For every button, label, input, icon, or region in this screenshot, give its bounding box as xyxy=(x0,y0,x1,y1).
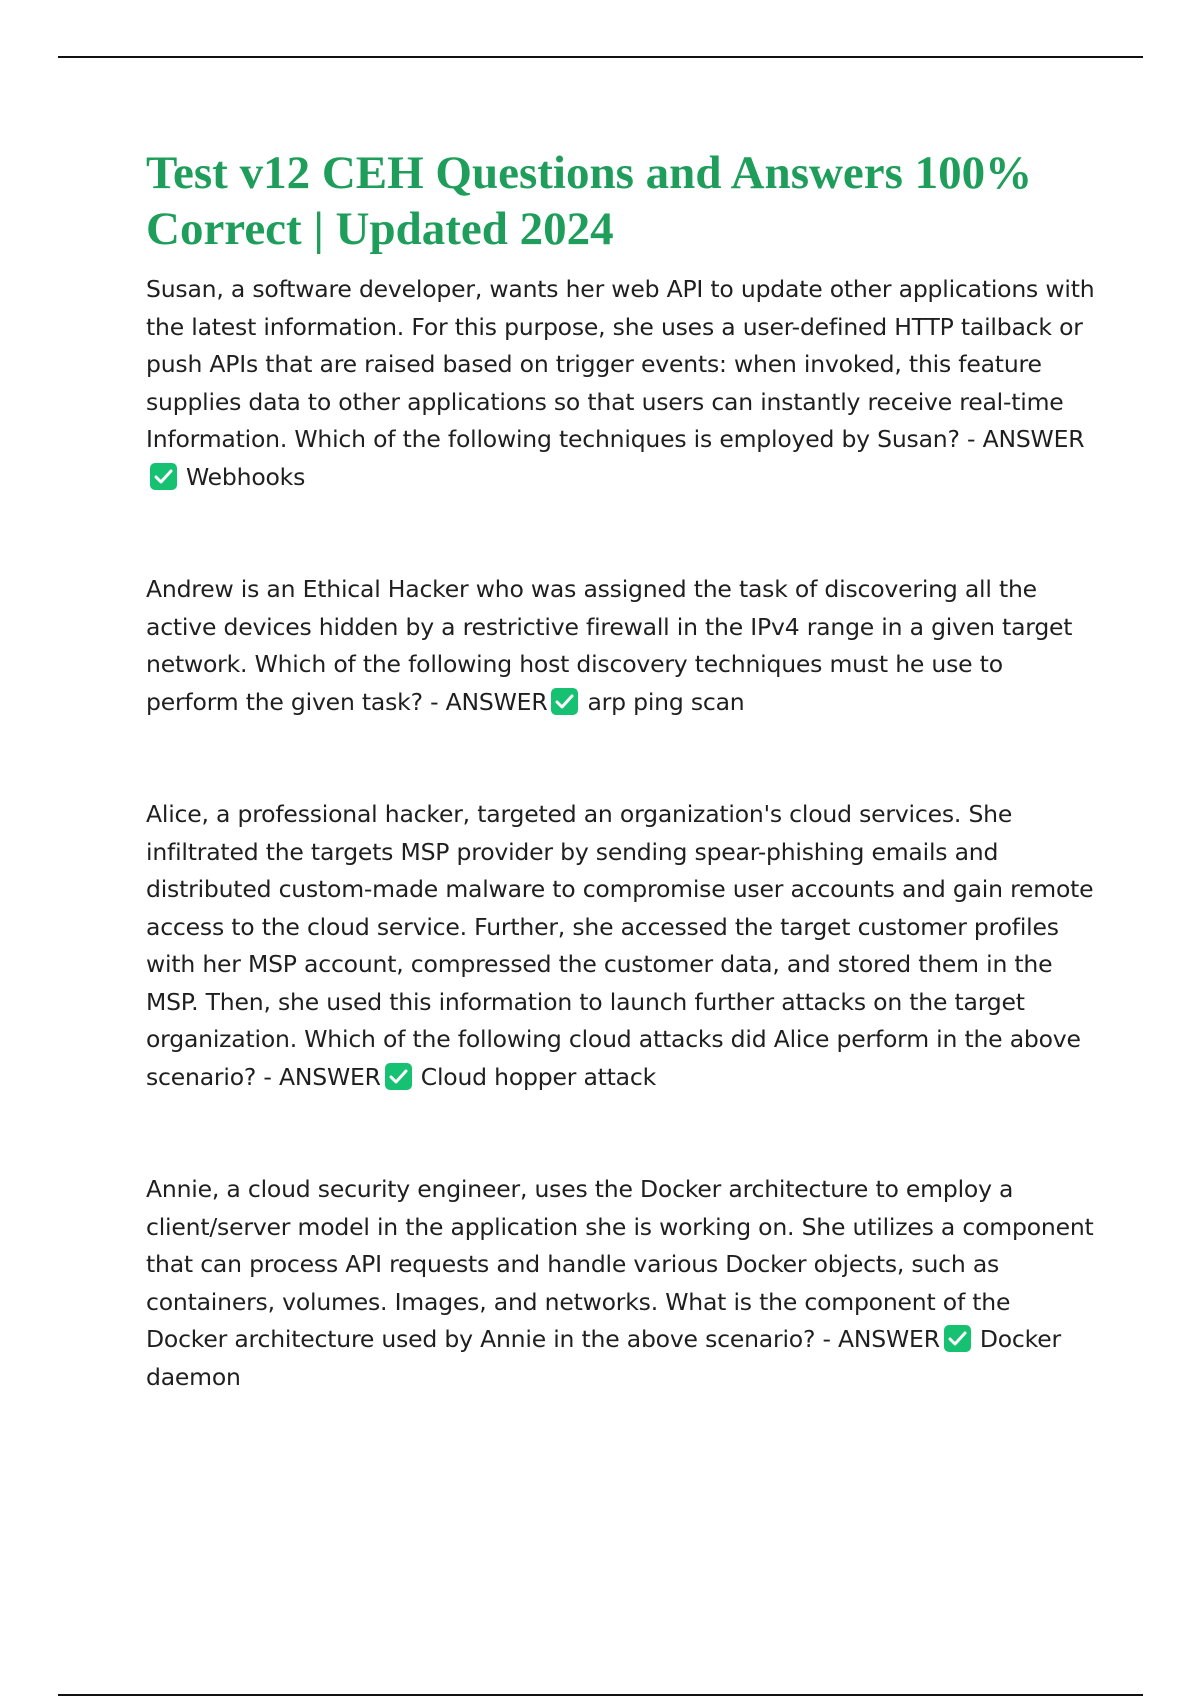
check-mark-icon xyxy=(944,1325,971,1352)
qa-item xyxy=(146,796,1096,1096)
check-mark-icon xyxy=(150,463,177,490)
question-text: Andrew is an Ethical Hacker who was assigned the task of discovering all the active devices hidden by a restrictive firewall in the IPv4 range in a given target network. Which of the following host discovery techniques must he use to perform the given task? - ANSWER xyxy=(146,575,1073,716)
bottom-divider xyxy=(58,1694,1143,1696)
answer-text: Webhooks xyxy=(186,462,306,491)
question-text: Alice, a professional hacker, targeted an organization's cloud services. She infiltrated the targets MSP provider by sending spear-phishing emails and distributed custom-made malware to compromise user accounts and gain remote access to the cloud service. Further, she accessed the target customer profiles with her MSP account, compressed the customer data, and stored them in the MSP. Then, she used this information to launch further attacks on the target organization. Which of the following cloud attacks did Alice perform in the above scenario? - ANSWER xyxy=(146,800,1094,1091)
qa-item xyxy=(146,571,1096,721)
question-text: Susan, a software developer, wants her web API to update other applications with the latest information. For this purpose, she uses a user-defined HTTP tailback or push APIs that are raised based on trigger events: when invoked, this feature supplies data to other applications so that users can instantly receive real-time Information. Which of the following techniques is employed by Susan? - ANSWER xyxy=(146,275,1095,453)
check-mark-icon xyxy=(551,688,578,715)
answer-text: arp ping scan xyxy=(587,687,745,716)
qa-item xyxy=(146,1171,1096,1396)
top-divider xyxy=(58,56,1143,58)
question-text: Annie, a cloud security engineer, uses the Docker architecture to employ a client/server model in the application she is working on. She utilizes a component that can process API requests and handle various Docker objects, such as containers, volumes. Images, and networks. What is the component of the Docker architecture used by Annie in the above scenario? - ANSWER xyxy=(146,1175,1094,1353)
qa-list xyxy=(146,271,1096,1396)
answer-text: Cloud hopper attack xyxy=(420,1062,657,1091)
answer-text: Docker daemon xyxy=(146,1325,1061,1391)
qa-item xyxy=(146,271,1096,496)
document-title: Test v12 CEH Questions and Answers 100% Correct | Updated 2024 xyxy=(146,147,1033,255)
check-mark-icon xyxy=(385,1063,412,1090)
document-content xyxy=(146,145,1096,1396)
